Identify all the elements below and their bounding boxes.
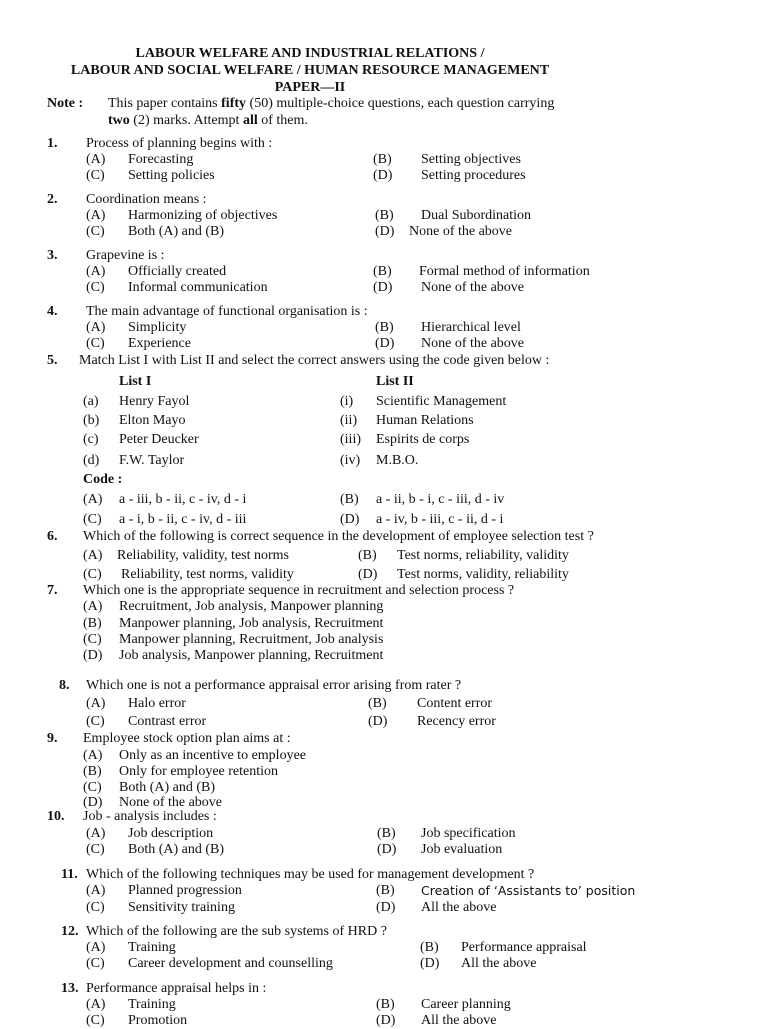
option-text: Manpower planning, Job analysis, Recruitment (119, 616, 384, 631)
option-label: (A) (86, 152, 106, 167)
option-label: (B) (376, 883, 395, 898)
question-number: 1. (47, 136, 58, 151)
option-label: (B) (358, 548, 377, 563)
option-text: a - ii, b - i, c - iii, d - iv (376, 492, 505, 507)
list-item: F.W. Taylor (119, 453, 185, 468)
list-item: Human Relations (376, 413, 474, 428)
option-text: Recency error (417, 714, 496, 729)
option-label: (B) (340, 492, 359, 507)
option-label: (C) (86, 714, 105, 729)
question-number: 4. (47, 304, 58, 319)
option-text: Officially created (128, 264, 227, 279)
option-label: (C) (83, 512, 102, 527)
question-text: Which of the following are the sub systems of HRD ? (86, 924, 387, 939)
list-item: Elton Mayo (119, 413, 186, 428)
option-label: (B) (83, 764, 102, 779)
option-text: Both (A) and (B) (128, 224, 225, 239)
option-label: (D) (420, 956, 440, 971)
question-text: Performance appraisal helps in : (86, 981, 267, 996)
note-line-1: This paper contains fifty (50) multiple-choice questions, each question carrying (108, 96, 555, 111)
option-text: Setting policies (128, 168, 215, 183)
question-text: Which one is not a performance appraisal error arising from rater ? (86, 678, 462, 693)
option-text: None of the above (421, 336, 525, 351)
option-text: Harmonizing of objectives (128, 208, 278, 223)
question-text: Which one is the appropriate sequence in recruitment and selection process ? (83, 583, 515, 598)
option-text: Dual Subordination (421, 208, 532, 223)
option-label: (C) (86, 224, 105, 239)
option-label: (C) (83, 632, 102, 647)
list-item-label: (b) (83, 413, 100, 428)
question-number: 2. (47, 192, 58, 207)
option-label: (B) (420, 940, 439, 955)
option-label: (A) (83, 548, 103, 563)
option-text: Formal method of information (419, 264, 590, 279)
option-text: Both (A) and (B) (119, 780, 216, 795)
code-label: Code : (83, 472, 123, 487)
list-item-label: (c) (83, 432, 99, 447)
option-label: (D) (340, 512, 360, 527)
list-item: M.B.O. (376, 453, 419, 468)
option-label: (A) (86, 826, 106, 841)
option-text: Setting procedures (421, 168, 526, 183)
option-text: Recruitment, Job analysis, Manpower planning (119, 599, 384, 614)
option-label: (D) (358, 567, 378, 582)
option-text: Job specification (421, 826, 516, 841)
option-label: (C) (86, 1013, 105, 1028)
option-text: Performance appraisal (461, 940, 587, 955)
question-text: Job - analysis includes : (83, 809, 217, 824)
question-number: 10. (47, 809, 65, 824)
option-label: (A) (86, 940, 106, 955)
option-label: (D) (375, 336, 395, 351)
list-item-label: (ii) (340, 413, 358, 428)
option-text: Both (A) and (B) (128, 842, 225, 857)
option-text: a - iii, b - ii, c - iv, d - i (119, 492, 247, 507)
question-text: Which of the following is correct sequence in the development of employee selection test ? (83, 529, 594, 544)
note-label: Note : (47, 96, 84, 111)
option-label: (D) (83, 648, 103, 663)
option-label: (B) (376, 997, 395, 1012)
option-text: Career planning (421, 997, 511, 1012)
option-label: (C) (86, 900, 105, 915)
option-text: Only for employee retention (119, 764, 279, 779)
header-line-2: LABOUR AND SOCIAL WELFARE / HUMAN RESOURCE MANAGEMENT (70, 63, 550, 78)
list-item: Scientific Management (376, 394, 507, 409)
option-text: Sensitivity training (128, 900, 235, 915)
option-text: None of the above (119, 795, 223, 810)
option-text: Halo error (128, 696, 186, 711)
question-text: The main advantage of functional organisation is : (86, 304, 368, 319)
question-number: 8. (59, 678, 70, 693)
option-label: (A) (83, 748, 103, 763)
option-text: Hierarchical level (421, 320, 521, 335)
option-text: Manpower planning, Recruitment, Job analysis (119, 632, 384, 647)
option-label: (A) (83, 599, 103, 614)
option-text: Only as an incentive to employee (119, 748, 306, 763)
question-text: Grapevine is : (86, 248, 165, 263)
option-label: (D) (83, 795, 103, 810)
option-label: (A) (86, 208, 106, 223)
option-text: Forecasting (128, 152, 194, 167)
option-text: All the above (421, 900, 497, 915)
list-item-label: (iv) (340, 453, 361, 468)
option-text: Promotion (128, 1013, 188, 1028)
option-text: Reliability, test norms, validity (121, 567, 294, 582)
option-label: (B) (377, 826, 396, 841)
option-label: (D) (376, 1013, 396, 1028)
question-text: Process of planning begins with : (86, 136, 273, 151)
note-line-2: two (2) marks. Attempt all of them. (108, 113, 308, 128)
option-label: (D) (376, 900, 396, 915)
list-item-label: (d) (83, 453, 100, 468)
option-text: a - iv, b - iii, c - ii, d - i (376, 512, 504, 527)
header-line-1: LABOUR WELFARE AND INDUSTRIAL RELATIONS / (135, 46, 485, 61)
option-text: Training (128, 940, 176, 955)
list-item-label: (a) (83, 394, 99, 409)
option-text: a - i, b - ii, c - iv, d - iii (119, 512, 247, 527)
list-ii-heading: List II (376, 374, 414, 389)
list-item-label: (i) (340, 394, 354, 409)
option-text: Contrast error (128, 714, 207, 729)
option-text: Setting objectives (421, 152, 521, 167)
option-label: (C) (86, 842, 105, 857)
option-label: (C) (86, 280, 105, 295)
option-text: Planned progression (128, 883, 242, 898)
question-number: 11. (61, 867, 78, 882)
option-label: (C) (86, 956, 105, 971)
list-item: Espirits de corps (376, 432, 470, 447)
question-number: 7. (47, 583, 58, 598)
option-label: (A) (83, 492, 103, 507)
option-text: Test norms, reliability, validity (397, 548, 569, 563)
option-text: Simplicity (128, 320, 187, 335)
option-label: (B) (375, 320, 394, 335)
option-label: (A) (86, 320, 106, 335)
option-text: None of the above (409, 224, 513, 239)
list-item: Peter Deucker (119, 432, 199, 447)
question-number: 12. (61, 924, 79, 939)
option-text: All the above (461, 956, 537, 971)
option-label: (C) (83, 567, 102, 582)
option-label: (A) (86, 883, 106, 898)
option-label: (C) (86, 168, 105, 183)
question-text: Coordination means : (86, 192, 207, 207)
question-number: 3. (47, 248, 58, 263)
list-item: Henry Fayol (119, 394, 190, 409)
option-text: Job description (128, 826, 214, 841)
list-i-heading: List I (119, 374, 152, 389)
question-number: 5. (47, 353, 58, 368)
option-label: (D) (377, 842, 397, 857)
option-label: (D) (373, 280, 393, 295)
option-text: All the above (421, 1013, 497, 1028)
option-text: Test norms, validity, reliability (397, 567, 569, 582)
option-text: None of the above (421, 280, 525, 295)
option-text: Creation of ‘Assistants to’ position (421, 883, 636, 898)
option-text: Informal communication (128, 280, 268, 295)
paper-title: PAPER—II (274, 80, 346, 95)
question-number: 9. (47, 731, 58, 746)
option-label: (D) (373, 168, 393, 183)
option-label: (A) (86, 264, 106, 279)
option-text: Training (128, 997, 176, 1012)
question-text: Which of the following techniques may be used for management development ? (86, 867, 535, 882)
question-number: 6. (47, 529, 58, 544)
question-number: 13. (61, 981, 79, 996)
option-label: (A) (86, 997, 106, 1012)
option-text: Job evaluation (421, 842, 503, 857)
option-text: Reliability, validity, test norms (117, 548, 289, 563)
question-text: Employee stock option plan aims at : (83, 731, 291, 746)
option-text: Job analysis, Manpower planning, Recruitment (119, 648, 384, 663)
question-text: Match List I with List II and select the correct answers using the code given below : (79, 353, 550, 368)
option-label: (C) (83, 780, 102, 795)
list-item-label: (iii) (340, 432, 361, 447)
option-label: (B) (368, 696, 387, 711)
option-label: (B) (373, 264, 392, 279)
option-label: (C) (86, 336, 105, 351)
option-label: (D) (368, 714, 388, 729)
option-text: Career development and counselling (128, 956, 333, 971)
option-text: Content error (417, 696, 493, 711)
option-label: (B) (373, 152, 392, 167)
option-label: (B) (83, 616, 102, 631)
option-label: (A) (86, 696, 106, 711)
option-text: Experience (128, 336, 191, 351)
option-label: (D) (375, 224, 395, 239)
option-label: (B) (375, 208, 394, 223)
